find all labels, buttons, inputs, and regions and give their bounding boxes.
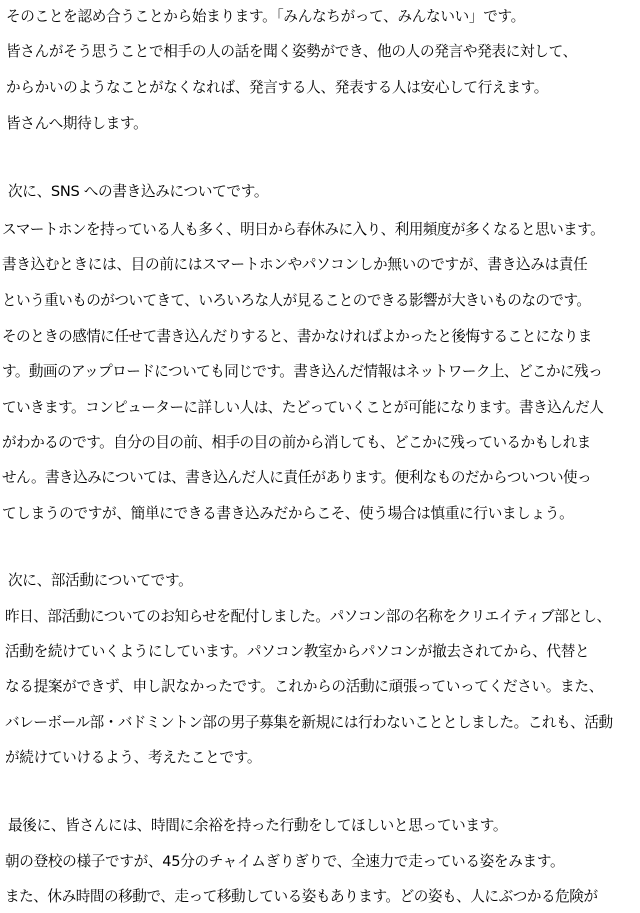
text-line-6: スマートホンを持っている人も多く、明日から春休みに入り、利用頻度が多くなると思います。 [2,221,605,238]
text-line-18: なる提案ができず、申し訳なかったです。これからの活動に頑張っていってください。また、 [5,678,604,695]
text-line-10: す。動画のアップロードについても同じです。書き込んだ情報はネットワーク上、どこかに残っ [2,363,603,380]
text-line-21: 最後に、皆さんには、時間に余裕を持った行動をしてほしいと思っています。 [8,817,508,834]
text-line-20: が続けていけるよう、考えたことです。 [5,749,262,766]
text-line-8: という重いものがついてきて、いろいろな人が見ることのできる影響が大きいものなのです。 [2,292,591,309]
text-line-9: そのときの感情に任せて書き込んだりすると、書かなければよかったと後悔することになりま [2,328,592,345]
text-line-16: 昨日、部活動についてのお知らせを配付しました。パソコン部の名称をクリエイティブ部とし、 [5,608,611,625]
text-line-19: バレーボール部・バドミントン部の男子募集を新規には行わないこととしました。これも、活動 [5,714,613,731]
text-line-7: 書き込むときには、目の前にはスマートホンやパソコンしか無いのですが、書き込みは責任 [2,256,588,273]
text-line-11: ていきます。コンピューターに詳しい人は、たどっていくことが可能になります。書き込んだ人 [2,399,604,416]
text-line-3: からかいのようなことがなくなれば、発言する人、発表する人は安心して行えます。 [6,79,548,96]
text-line-17: 活動を続けていくようにしています。パソコン教室からパソコンが撤去されてから、代替と [5,643,590,660]
text-line-2: 皆さんがそう思うことで相手の人の話を聞く姿勢ができ、他の人の発言や発表に対して、 [6,43,577,60]
text-line-13: せん。書き込みについては、書き込んだ人に責任があります。便利なものだからついつい使っ [2,469,592,486]
text-line-15: 次に、部活動についてです。 [8,572,193,589]
text-line-4: 皆さんへ期待します。 [6,115,148,132]
text-line-23: また、休み時間の移動で、走って移動している姿もあります。どの姿も、人にぶつかる危険が [5,888,598,905]
text-line-12: がわかるのです。自分の目の前、相手の目の前から消しても、どこかに残っているかもしれま [2,434,591,451]
text-line-22: 朝の登校の様子ですが、45分のチャイムぎりぎりで、全速力で走っている姿をみます。 [5,853,565,870]
text-line-14: てしまうのですが、簡単にできる書き込みだからこそ、使う場合は慎重に行いましょう。 [2,505,574,522]
text-line-5: 次に、SNS への書き込みについてです。 [8,183,269,200]
text-line-1: そのことを認め合うことから始まります。「みんなちがって、みんないい」です。 [6,8,525,25]
